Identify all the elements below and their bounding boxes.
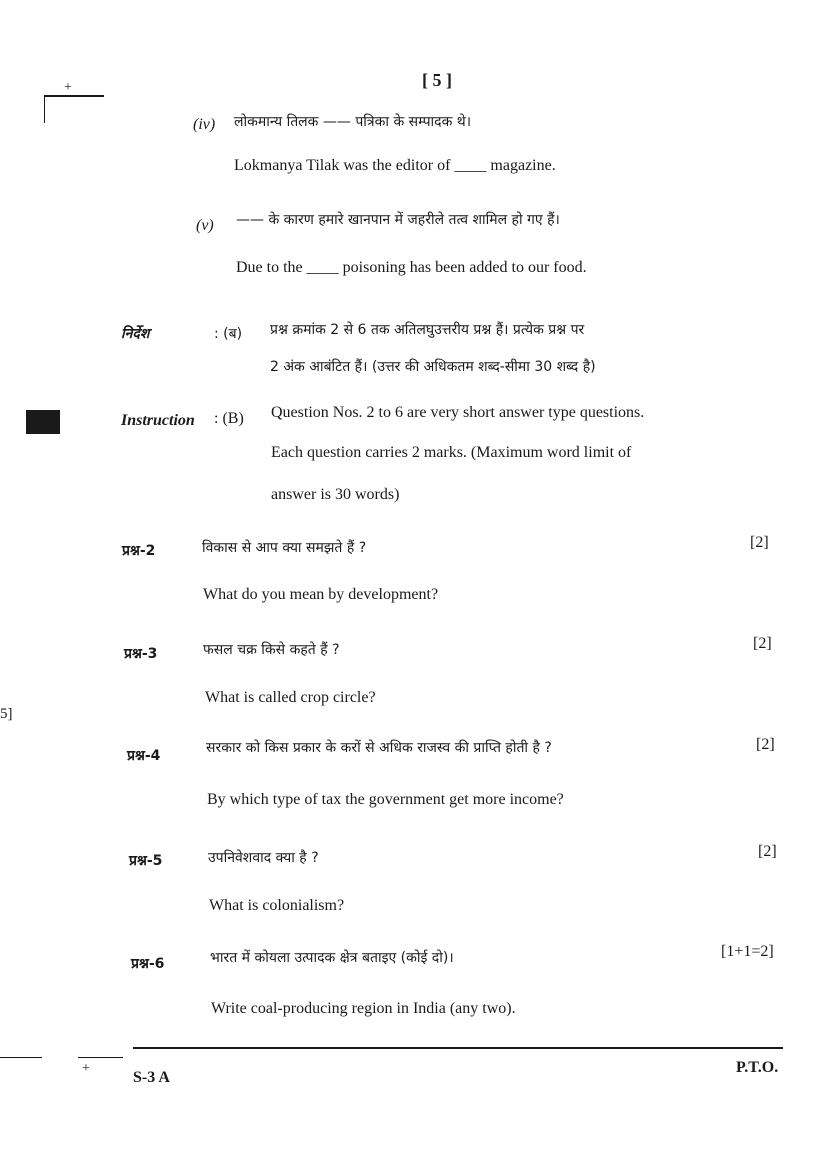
hindi-instruction-label: निर्देश: [121, 326, 150, 342]
question-marks-6: [1+1=2]: [721, 943, 774, 960]
question-label-5: प्रश्न-5: [129, 853, 163, 869]
english-instruction-label: Instruction: [121, 412, 195, 429]
footer-rule: [133, 1047, 783, 1049]
question-english-3: What is called crop circle?: [205, 689, 376, 706]
margin-left-fragment: 5]: [0, 706, 13, 722]
fill-blank-label-iv: (iv): [193, 116, 216, 133]
footer-margin-rule-mid: [78, 1057, 123, 1058]
margin-rule-top: [44, 95, 104, 97]
question-label-6: प्रश्न-6: [131, 956, 165, 972]
question-hindi-6: भारत में कोयला उत्पादक क्षेत्र बताइए (कोई दो)।: [210, 950, 454, 966]
english-instruction-section: : (B): [214, 410, 244, 427]
question-label-4: प्रश्न-4: [127, 748, 161, 764]
question-english-2: What do you mean by development?: [203, 586, 439, 603]
fill-blank-english-v: Due to the ____ poisoning has been added to our food.: [236, 259, 587, 276]
margin-registration-block: [26, 410, 60, 434]
hindi-instruction-section: : (ब): [214, 326, 243, 342]
english-instruction-line-1: Question Nos. 2 to 6 are very short answer type questions.: [271, 404, 645, 421]
hindi-instruction-line-2: 2 अंक आबंटित हैं। (उत्तर की अधिकतम शब्द-सीमा 30 शब्द है): [270, 359, 596, 375]
question-marks-5: [2]: [758, 843, 777, 860]
footer-margin-rule-left: [0, 1057, 42, 1058]
english-instruction-line-2: Each question carries 2 marks. (Maximum word limit of: [271, 444, 632, 461]
footer-plus-mark: +: [82, 1061, 90, 1076]
question-label-2: प्रश्न-2: [122, 543, 156, 559]
fill-blank-english-iv: Lokmanya Tilak was the editor of ____ magazine.: [234, 157, 556, 174]
english-instruction-line-3: answer is 30 words): [271, 486, 400, 503]
question-english-4: By which type of tax the government get more income?: [207, 791, 564, 808]
question-label-3: प्रश्न-3: [124, 646, 158, 662]
question-marks-4: [2]: [756, 736, 775, 753]
question-hindi-3: फसल चक्र किसे कहते हैं ?: [203, 642, 340, 658]
margin-tick-top: [44, 95, 45, 123]
question-hindi-2: विकास से आप क्या समझते हैं ?: [202, 540, 367, 556]
question-english-6: Write coal-producing region in India (any two).: [211, 1000, 516, 1017]
hindi-instruction-line-1: प्रश्न क्रमांक 2 से 6 तक अतिलघुउत्तरीय प्रश्न हैं। प्रत्येक प्रश्न पर: [270, 322, 585, 338]
footer-paper-code: S-3 A: [133, 1069, 170, 1086]
question-hindi-5: उपनिवेशवाद क्या है ?: [208, 850, 319, 866]
fill-blank-hindi-v: —— के कारण हमारे खानपान में जहरीले तत्व शामिल हो गए हैं।: [236, 212, 560, 228]
question-marks-2: [2]: [750, 534, 769, 551]
question-marks-3: [2]: [753, 635, 772, 652]
margin-plus-mark: +: [64, 80, 72, 95]
fill-blank-hindi-iv: लोकमान्य तिलक —— पत्रिका के सम्पादक थे।: [234, 114, 472, 130]
footer-pto: P.T.O.: [736, 1059, 779, 1076]
fill-blank-label-v: (v): [196, 217, 214, 234]
page-number: [ 5 ]: [422, 70, 452, 90]
question-english-5: What is colonialism?: [209, 897, 345, 914]
question-hindi-4: सरकार को किस प्रकार के करों से अधिक राजस्व की प्राप्ति होती है ?: [206, 740, 552, 756]
